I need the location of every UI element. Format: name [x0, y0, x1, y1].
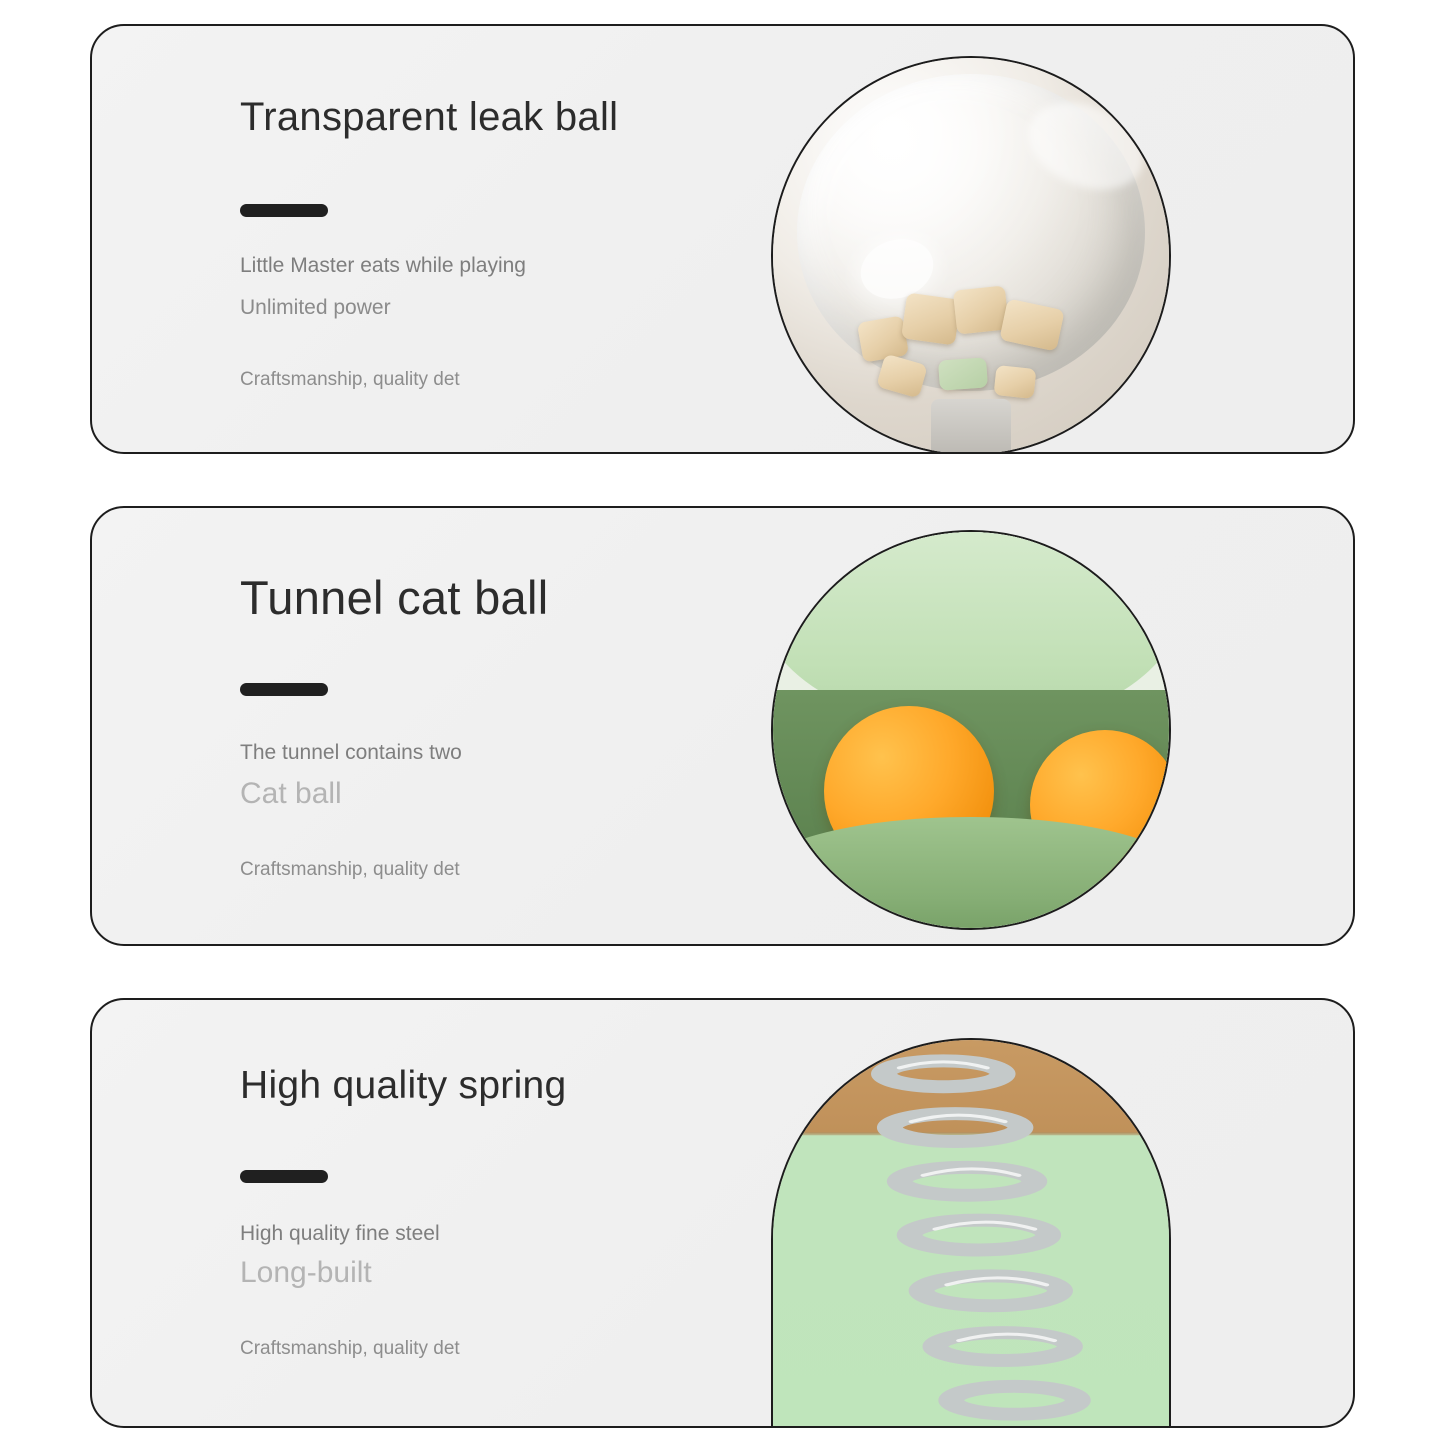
treat-piece [857, 316, 909, 363]
card-footnote: Craftsmanship, quality det [240, 1338, 460, 1360]
card-subtitle-primary: The tunnel contains two [240, 740, 462, 764]
treat-piece-green [938, 357, 988, 390]
card-subtitle-secondary: Cat ball [240, 776, 342, 810]
card-title: Tunnel cat ball [240, 570, 549, 624]
card-title: High quality spring [240, 1064, 567, 1108]
spring-coil-illustration [773, 1040, 1169, 1428]
high-quality-spring-photo [771, 1038, 1171, 1428]
divider-dash [240, 683, 328, 696]
ball-base [931, 399, 1010, 454]
card-subtitle-secondary: Long-built [240, 1256, 372, 1290]
divider-dash [240, 1170, 328, 1183]
treat-piece [993, 365, 1036, 399]
card-subtitle-primary: High quality fine steel [240, 1222, 440, 1246]
card-subtitle-secondary: Unlimited power [240, 296, 391, 320]
card-text-block [240, 26, 800, 452]
card-text-block [240, 508, 800, 944]
tunnel-base [771, 817, 1171, 930]
card-footnote: Craftsmanship, quality det [240, 858, 460, 880]
feature-card-transparent-leak-ball [90, 24, 1355, 454]
card-title: Transparent leak ball [240, 94, 619, 139]
tunnel-cat-ball-photo [771, 530, 1171, 930]
divider-dash [240, 204, 328, 217]
feature-card-high-quality-spring [90, 998, 1355, 1428]
feature-card-tunnel-cat-ball [90, 506, 1355, 946]
card-subtitle-primary: Little Master eats while playing [240, 253, 526, 277]
treat-piece [901, 292, 961, 345]
transparent-leak-ball-photo [771, 56, 1171, 454]
card-footnote: Craftsmanship, quality det [240, 369, 460, 391]
card-text-block [240, 1000, 800, 1426]
spring-icon [1066, 530, 1106, 576]
